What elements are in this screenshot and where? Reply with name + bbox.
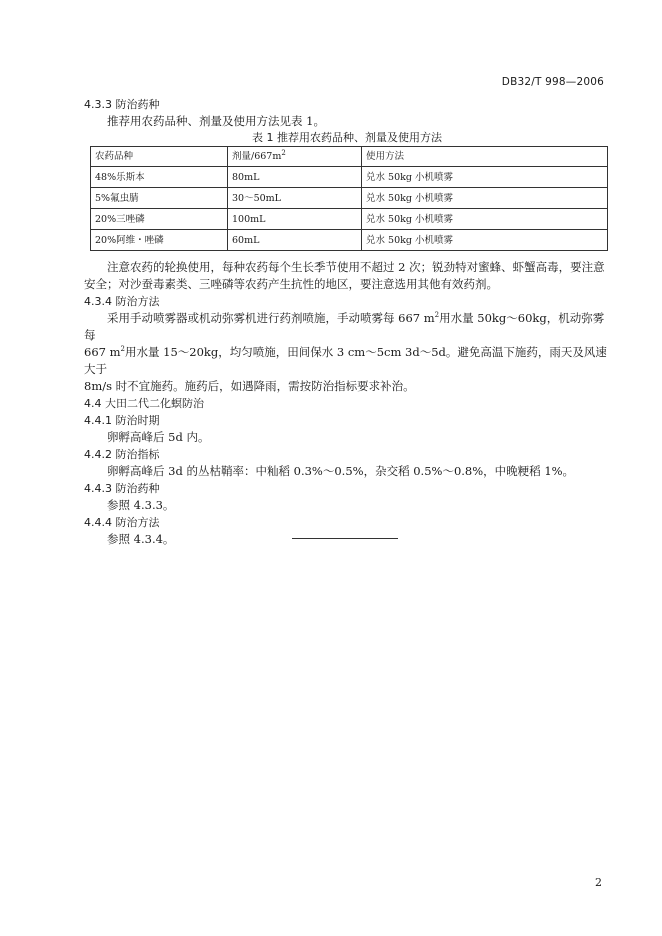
table-row	[91, 209, 608, 230]
text-fragment: 用水量 15～20kg，均匀喷施，田间保水 3 cm～5cm 3d～5d。避免高温下施药，雨天及风速大于	[84, 345, 607, 376]
table-cell: 30～50mL	[228, 188, 362, 209]
section-4-4-2-text: 卵孵高峰后 3d 的丛枯鞘率：中籼稻 0.3%～0.5%，杂交稻 0.5%～0.8%，中晚粳稻 1%。	[107, 464, 575, 478]
superscript: 2	[434, 311, 440, 320]
header-dosage	[228, 147, 362, 167]
section-4-3-4-heading: 4.3.4 防治方法	[84, 295, 160, 308]
section-4-4-1-heading: 4.4.1 防治时期	[84, 414, 160, 427]
table-row	[91, 188, 608, 209]
section-4-4-2-heading: 4.4.2 防治指标	[84, 448, 160, 461]
table-cell: 48%乐斯本	[91, 167, 228, 188]
header-method: 使用方法	[362, 147, 608, 167]
section-4-4-3-text: 参照 4.3.3。	[107, 498, 175, 512]
document-code: DB32/T 998—2006	[501, 76, 604, 88]
table-cell: 80mL	[228, 167, 362, 188]
document-body	[84, 96, 610, 548]
pesticide-table	[90, 146, 608, 251]
text-fragment: 采用手动喷雾器或机动弥雾机进行药剂喷施，手动喷雾每 667 m	[107, 311, 435, 325]
section-4-3-4-line-1	[84, 310, 610, 344]
end-rule	[292, 538, 398, 539]
table-cell: 兑水 50kg 小机喷雾	[362, 230, 608, 251]
page-number: 2	[595, 876, 602, 889]
text-fragment: 667 m	[84, 345, 121, 359]
section-4-3-4-line-3: 8m/s 时不宜施药。施药后，如遇降雨，需按防治指标要求补治。	[84, 379, 415, 393]
table-cell: 20%三唑磷	[91, 209, 228, 230]
section-4-4-3-heading: 4.4.3 防治药种	[84, 482, 160, 495]
section-4-3-4-line-2	[84, 344, 610, 378]
table-cell: 5%氟虫腈	[91, 188, 228, 209]
table-header-row	[91, 147, 608, 167]
section-4-4-4-text: 参照 4.3.4。	[107, 532, 175, 546]
section-4-3-3-heading: 4.3.3 防治药种	[84, 98, 160, 111]
text-fragment: 用水量 50kg～60kg，机动弥雾每	[84, 311, 605, 342]
header-dosage-sup: 2	[281, 148, 286, 157]
table-cell: 100mL	[228, 209, 362, 230]
section-4-4-heading: 4.4 大田二代二化螟防治	[84, 397, 204, 410]
table-row	[91, 167, 608, 188]
table-1-caption: 表 1 推荐用农药品种、剂量及使用方法	[252, 131, 442, 144]
header-dosage-text: 剂量/667m	[232, 151, 282, 162]
section-4-3-3-text: 推荐用农药品种、剂量及使用方法见表 1。	[107, 114, 325, 128]
section-4-4-4-heading: 4.4.4 防治方法	[84, 516, 160, 529]
note-line-2: 安全；对沙蚕毒素类、三唑磷等农药产生抗性的地区，要注意选用其他有效药剂。	[84, 277, 498, 291]
superscript: 2	[120, 345, 125, 354]
note-line-1: 注意农药的轮换使用，每种农药每个生长季节使用不超过 2 次；锐劲特对蜜蜂、虾蟹高毒，要注意	[107, 260, 605, 274]
table-row	[91, 230, 608, 251]
header-pesticide: 农药品种	[91, 147, 228, 167]
table-cell: 兑水 50kg 小机喷雾	[362, 188, 608, 209]
table-cell: 60mL	[228, 230, 362, 251]
table-cell: 兑水 50kg 小机喷雾	[362, 167, 608, 188]
table-cell: 兑水 50kg 小机喷雾	[362, 209, 608, 230]
table-cell: 20%阿维・唑磷	[91, 230, 228, 251]
section-4-4-1-text: 卵孵高峰后 5d 内。	[107, 430, 210, 444]
